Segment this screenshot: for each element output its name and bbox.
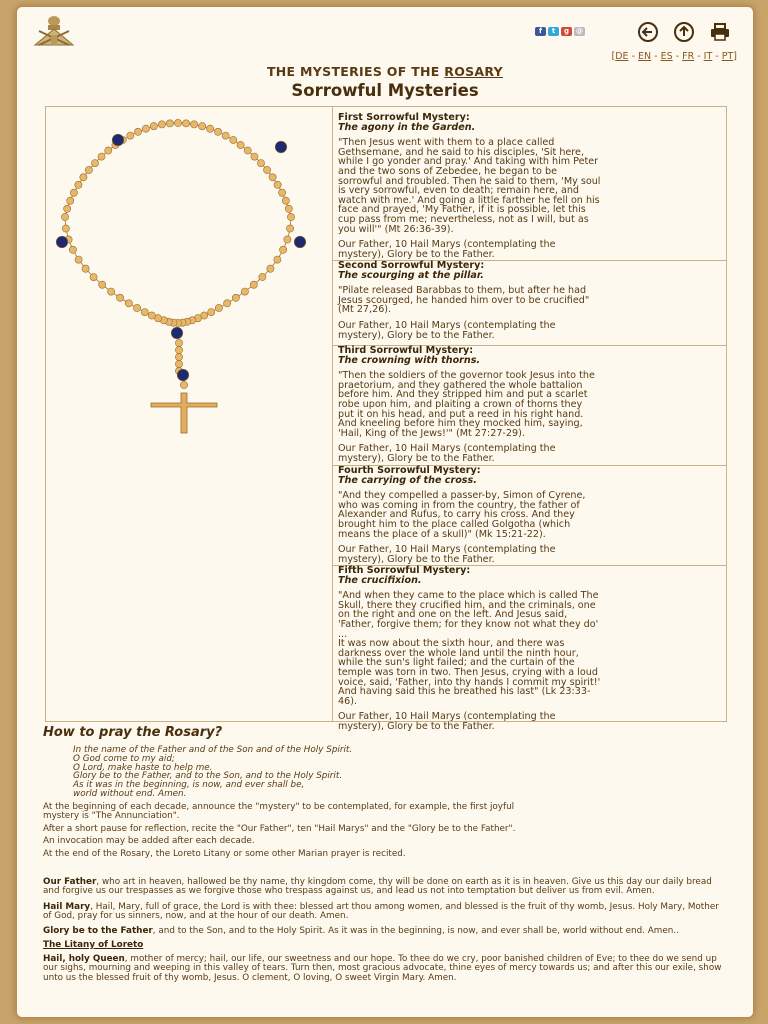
- instruction-paragraph: [43, 850, 727, 859]
- holy-see-emblem-icon[interactable]: [31, 15, 77, 49]
- scripture-line: Skull, there they crucified him, and the criminals, one: [338, 599, 596, 611]
- rosary-bead: [158, 121, 165, 128]
- scripture-line: 46).: [338, 695, 358, 707]
- rosary-bead: [134, 304, 141, 311]
- lang-en[interactable]: EN: [638, 51, 652, 62]
- mysteries-column: [333, 107, 726, 732]
- scripture-line: "Then Jesus went with them to a place called: [338, 137, 555, 149]
- rosary-bead: [134, 128, 141, 135]
- rosary-bead: [90, 274, 97, 281]
- mystery-heading: Fourth Sorrowful Mystery:: [338, 465, 481, 476]
- mystery-prayer: [338, 321, 721, 340]
- rosary-bead: [166, 120, 173, 127]
- mystery-4: [333, 466, 726, 566]
- google-plus-icon[interactable]: g: [561, 27, 572, 36]
- rosary-bead: [117, 294, 124, 301]
- rosary-bead: [174, 119, 181, 126]
- scripture-line: watch with me.' And going a little farther he fell on his: [338, 194, 600, 206]
- twitter-icon[interactable]: t: [548, 27, 559, 36]
- rosary-bead: [75, 181, 82, 188]
- rosary-large-bead: [112, 134, 124, 146]
- prayer-name: Glory be to the Father: [43, 926, 153, 936]
- rosary-bead: [69, 246, 76, 253]
- rosary-bead: [125, 300, 132, 307]
- scripture-line: put it on his head, and put a reed in his right hand.: [338, 408, 584, 420]
- prayer-paragraph: [43, 878, 727, 897]
- rosary-bead: [230, 136, 237, 143]
- scripture-line: 'Father, forgive them; for they know not what they do': [338, 618, 599, 630]
- rosary-large-bead: [171, 327, 183, 339]
- scripture-line: "Then the soldiers of the governor took Jesus into the: [338, 370, 595, 382]
- instruction-line: mystery is "The Annunciation".: [43, 811, 180, 822]
- rosary-bead: [284, 236, 291, 243]
- rosary-bead: [175, 339, 182, 346]
- prayer-name: Our Father: [43, 877, 97, 887]
- rosary-bead: [80, 174, 87, 181]
- scripture-line: temple was torn in two. Then Jesus, crying with a loud: [338, 666, 598, 678]
- mystery-3: [333, 346, 726, 466]
- page-container: [16, 6, 754, 1018]
- rosary-bead: [222, 132, 229, 139]
- mystery-scripture: [338, 591, 721, 706]
- scripture-line: darkness over the whole land until the ninth hour,: [338, 647, 579, 659]
- rosary-bead: [82, 265, 89, 272]
- facebook-icon[interactable]: f: [535, 27, 546, 36]
- prayer-line: mystery), Glory be to the Father.: [338, 720, 495, 732]
- rosary-bead: [91, 160, 98, 167]
- rosary-bead: [244, 147, 251, 154]
- rosary-bead: [175, 360, 182, 367]
- language-selector: [DE - EN - ES - FR - IT - PT]: [611, 51, 737, 62]
- instruction-paragraph: [43, 803, 727, 822]
- mystery-1: [333, 113, 726, 261]
- scripture-line: "Pilate released Barabbas to them, but after he had: [338, 285, 587, 297]
- prayer-line: mystery), Glory be to the Father.: [338, 329, 495, 341]
- prayer-paragraph: [43, 927, 727, 936]
- mystery-scripture: [338, 491, 721, 539]
- prayer-text: , mother of mercy; hail, our life, our sweetness and our hope. To thee do we cry, poor banished children of Eve; to thee do we send up our sighs, mourning and weeping in this valley of tears. Turn then, most gracious advocate, thine eyes of mercy towards us; and after this our exile, show unto us the blessed fruit of thy womb, Jesus. O clement, O loving, O sweet Virgin Mary. Amen.: [43, 954, 722, 983]
- lang-de[interactable]: DE: [615, 51, 629, 62]
- opening-line: world without end. Amen.: [73, 788, 187, 799]
- mysteries-table: [45, 106, 727, 732]
- opening-line: O God come to my aid;: [73, 753, 175, 764]
- scripture-line: It was now about the sixth hour, and there was: [338, 638, 565, 650]
- page-title: Sorrowful Mysteries: [291, 81, 479, 100]
- rosary-image-cell: [46, 107, 333, 721]
- rosary-bead: [175, 346, 182, 353]
- rosary-bead: [64, 205, 71, 212]
- rosary-bead: [279, 189, 286, 196]
- mystery-heading: First Sorrowful Mystery:: [338, 112, 470, 123]
- scripture-line: while I go yonder and pray.' And taking with him Peter: [338, 156, 599, 168]
- scripture-line: And having said this he breathed his last" (Lk 23:33-: [338, 686, 591, 698]
- mystery-heading: Fifth Sorrowful Mystery:: [338, 565, 471, 576]
- opening-line: In the name of the Father and of the Son and of the Holy Spirit.: [73, 745, 353, 755]
- scripture-line: "And they compelled a passer-by, Simon of Cyrene,: [338, 490, 586, 502]
- scripture-line: 'Hail, King of the Jews!'" (Mt 27:27-29).: [338, 427, 525, 439]
- scripture-line: who was coming in from the country, the father of: [338, 499, 580, 511]
- rosary-bead: [61, 213, 68, 220]
- mystery-scripture: [338, 286, 721, 315]
- instruction-paragraph: [43, 837, 727, 846]
- mystery-scripture: [338, 138, 721, 234]
- mystery-subtitle: The scourging at the pillar.: [338, 269, 484, 281]
- prayer-name: Hail, holy Queen: [43, 954, 125, 964]
- rosary-bead: [250, 281, 257, 288]
- mystery-subtitle: The carrying of the cross.: [338, 474, 477, 486]
- mystery-prayer: [338, 240, 721, 259]
- rosary-link[interactable]: ROSARY: [444, 64, 504, 79]
- scripture-line: brought him to the place called Golgotha (which: [338, 518, 571, 530]
- scripture-line: sorrowful and troubled. Then he said to them, 'My soul: [338, 175, 601, 187]
- rosary-bead: [215, 304, 222, 311]
- mystery-5: [333, 565, 726, 732]
- rosary-bead: [180, 381, 187, 388]
- rosary-bead: [191, 121, 198, 128]
- opening-line: As it was in the beginning, is now, and ever shall be,: [73, 780, 305, 791]
- lang-es[interactable]: ES: [660, 51, 673, 62]
- prayer-line: Our Father, 10 Hail Marys (contemplating the: [338, 319, 556, 331]
- scripture-line: praetorium, and they gathered the whole battalion: [338, 379, 583, 391]
- instruction-line: After a short pause for reflection, recite the "Our Father", ten "Hail Marys" and the "Glory be to the Father".: [43, 824, 516, 834]
- prayer-text: , Hail, Mary, full of grace, the Lord is with thee: blessed art thou among women, and blessed is the fruit of thy womb, Jesus. Holy Mary, Mother of God, pray for us sinners, now, and at the hour of our death. Amen.: [43, 902, 719, 922]
- how-to-heading: How to pray the Rosary?: [43, 725, 223, 740]
- scripture-line: Jesus scourged, he handed him over to be crucified": [338, 294, 590, 306]
- rosary-bead: [105, 147, 112, 154]
- mystery-prayer: [338, 545, 721, 564]
- prayer-text: , who art in heaven, hallowed be thy name, thy kingdom come, thy will be done on earth as it is in heaven. Give us this day our daily bread and forgive us our trespasses as we forgive those who trespass against us, and lead us not into temptation but deliver us from evil. Amen.: [43, 877, 712, 897]
- prayer-line: mystery), Glory be to the Father.: [338, 248, 495, 260]
- scripture-line: (Mt 27,26).: [338, 304, 392, 316]
- scripture-line: Gethsemane, and he said to his disciples, 'Sit here,: [338, 146, 584, 158]
- rosary-bead: [257, 160, 264, 167]
- hail-holy-queen: [43, 955, 727, 983]
- rosary-bead: [98, 153, 105, 160]
- page-supertitle: [17, 64, 753, 79]
- rosary-bead: [241, 288, 248, 295]
- scripture-line: you will'" (Mt 26:36-39).: [338, 223, 454, 235]
- rosary-bead: [199, 123, 206, 130]
- prayer-name: Hail Mary: [43, 902, 91, 912]
- rosary-bead: [70, 189, 77, 196]
- prayer-line: Our Father, 10 Hail Marys (contemplating the: [338, 544, 556, 556]
- instruction-line: An invocation may be added after each decade.: [43, 836, 255, 846]
- scripture-line: and the two sons of Zebedee, he began to be: [338, 165, 557, 177]
- opening-line: Glory be to the Father, and to the Son, and to the Holy Spirit.: [73, 771, 343, 782]
- rosary-chain: [65, 123, 291, 323]
- mystery-2: [333, 261, 726, 346]
- rosary-bead: [282, 197, 289, 204]
- rosary-bead: [208, 309, 215, 316]
- lang-pt[interactable]: PT: [721, 51, 734, 62]
- opening-line: O Lord, make haste to help me.: [73, 762, 213, 773]
- rosary-bead: [274, 256, 281, 263]
- rosary-bead: [287, 225, 294, 232]
- opening-prayer: [73, 746, 352, 799]
- rosary-bead: [280, 246, 287, 253]
- rosary-large-bead: [294, 236, 306, 248]
- mystery-heading: Third Sorrowful Mystery:: [338, 345, 474, 356]
- scripture-line: voice, said, 'Father, into thy hands I commit my spirit!': [338, 676, 601, 688]
- rosary-bead: [62, 225, 69, 232]
- lang-fr[interactable]: FR: [682, 51, 695, 62]
- rosary-bead: [75, 256, 82, 263]
- rosary-bead: [287, 213, 294, 220]
- rosary-bead: [251, 153, 258, 160]
- rosary-bead: [259, 273, 266, 280]
- prayer-line: Our Father, 10 Hail Marys (contemplating the: [338, 711, 556, 723]
- back-arrow-icon[interactable]: [637, 21, 659, 43]
- scripture-line: face and prayed, 'My Father, if it is possible, let this: [338, 204, 586, 216]
- mystery-subtitle: The crucifixion.: [338, 574, 422, 586]
- rosary-bead: [85, 166, 92, 173]
- supertitle-text: THE MYSTERIES OF THE: [266, 64, 440, 79]
- rosary-cross: [151, 393, 217, 433]
- rosary-large-bead: [56, 236, 68, 248]
- scripture-line: on the right and one on the left. And Jesus said,: [338, 609, 568, 621]
- rosary-bead: [237, 141, 244, 148]
- rosary-bead: [141, 309, 148, 316]
- scripture-line: "And when they came to the place which is called The: [338, 590, 599, 602]
- rosary-bead: [150, 123, 157, 130]
- scripture-line: And kneeling before him they mocked him, saying,: [338, 418, 583, 430]
- rosary-illustration: [46, 107, 332, 721]
- rosary-bead: [264, 166, 271, 173]
- rosary-bead: [274, 181, 281, 188]
- rosary-bead: [269, 174, 276, 181]
- rosary-bead: [67, 197, 74, 204]
- instruction-line: At the beginning of each decade, announce the "mystery" to be contemplated, for example, the first joyful: [43, 802, 515, 812]
- mystery-prayer: [338, 712, 721, 731]
- prayer-line: mystery), Glory be to the Father.: [338, 553, 495, 565]
- scripture-line: is very sorrowful, even to death; remain here, and: [338, 185, 579, 197]
- rosary-large-bead: [275, 141, 287, 153]
- mystery-subtitle: The agony in the Garden.: [338, 121, 476, 133]
- rosary-bead: [267, 265, 274, 272]
- scripture-line: ...: [338, 628, 348, 640]
- rosary-bead: [108, 288, 115, 295]
- rosary-bead: [232, 294, 239, 301]
- social-share-bar: [535, 27, 585, 36]
- rosary-bead: [127, 132, 134, 139]
- instruction-line: At the end of the Rosary, the Loreto Litany or some other Marian prayer is recited.: [43, 849, 406, 859]
- scripture-line: Alexander and Rufus, to carry his cross. And they: [338, 509, 575, 521]
- scripture-line: cup pass from me; nevertheless, not as I will, but as: [338, 213, 589, 225]
- scripture-line: robe upon him, and plaiting a crown of thorns they: [338, 398, 583, 410]
- rosary-bead: [148, 312, 155, 319]
- rosary-bead: [142, 125, 149, 132]
- prayer-line: Our Father, 10 Hail Marys (contemplating the: [338, 443, 556, 455]
- mystery-scripture: [338, 371, 721, 438]
- rosary-large-bead: [177, 369, 189, 381]
- mystery-prayer: [338, 444, 721, 463]
- rosary-bead: [214, 128, 221, 135]
- litany-link[interactable]: The Litany of Loreto: [43, 940, 144, 950]
- rosary-bead: [285, 205, 292, 212]
- prayer-line: mystery), Glory be to the Father.: [338, 452, 495, 464]
- top-arrow-icon[interactable]: [673, 21, 695, 43]
- rosary-bead: [224, 300, 231, 307]
- prayer-paragraph: [43, 903, 727, 922]
- rosary-bead: [207, 125, 214, 132]
- page-tools: [637, 21, 731, 43]
- scripture-line: before him. And they stripped him and put a scarlet: [338, 389, 588, 401]
- scripture-line: means the place of a skull)" (Mk 15:21-22).: [338, 528, 546, 540]
- lang-it[interactable]: IT: [703, 51, 713, 62]
- rosary-bead: [183, 120, 190, 127]
- scripture-line: while the sun's light failed; and the curtain of the: [338, 657, 575, 669]
- mystery-subtitle: The crowning with thorns.: [338, 354, 481, 366]
- rosary-bead: [175, 353, 182, 360]
- mystery-heading: Second Sorrowful Mystery:: [338, 260, 485, 271]
- instruction-paragraph: [43, 825, 727, 834]
- print-icon[interactable]: [709, 21, 731, 43]
- rosary-bead: [99, 281, 106, 288]
- prayer-line: Our Father, 10 Hail Marys (contemplating the: [338, 239, 556, 251]
- email-icon[interactable]: @: [576, 27, 583, 35]
- prayer-text: , and to the Son, and to the Holy Spirit. As it was in the beginning, is now, and ever shall be, world without end. Amen..: [152, 926, 679, 936]
